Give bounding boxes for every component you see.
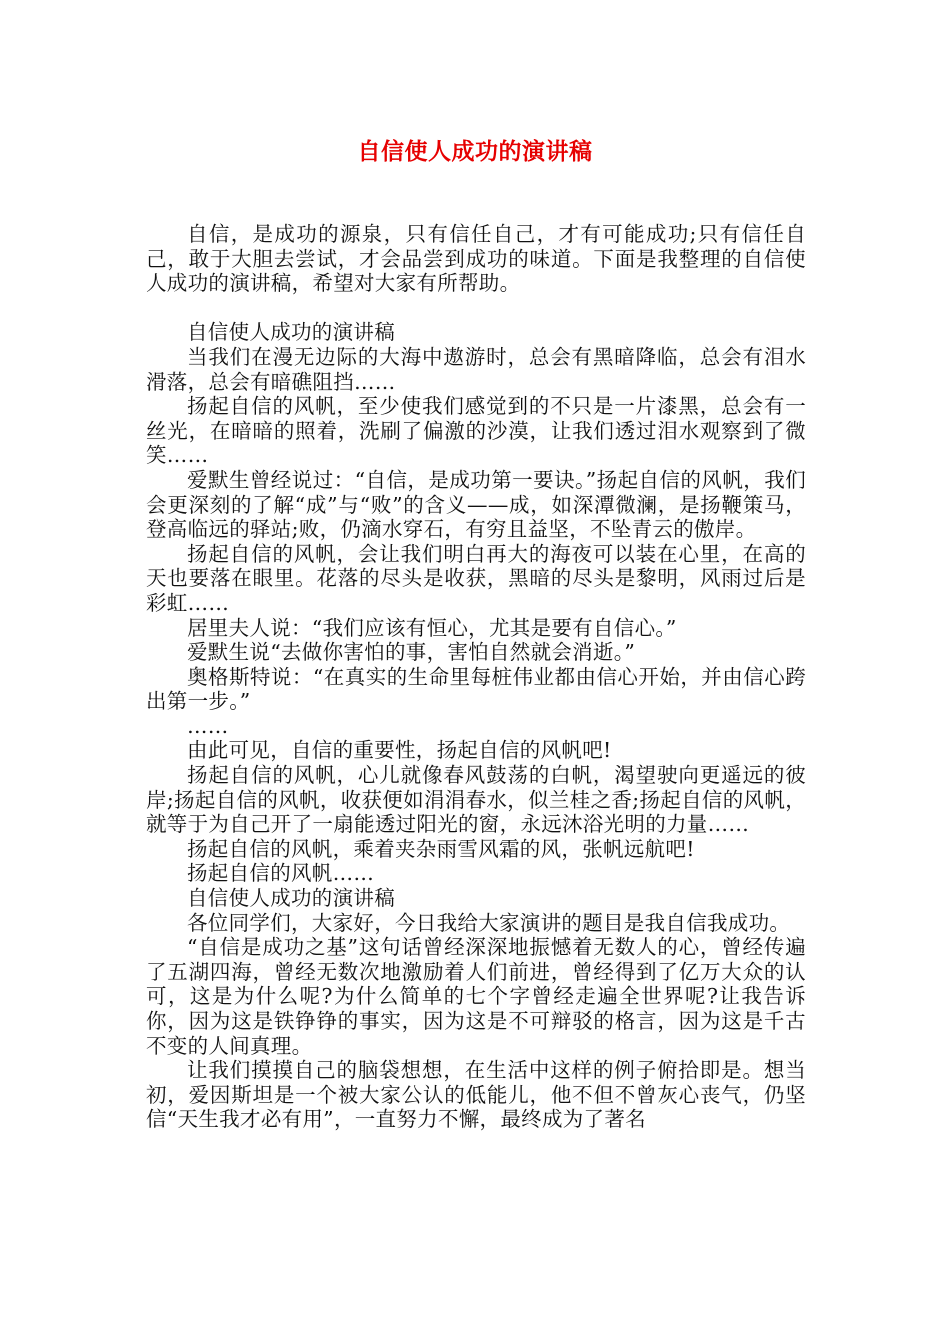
body-paragraph: 扬起自信的风帆，至少使我们感觉到的不只是一片漆黑，总会有一丝光，在暗暗的照着，洗刷了偏激的沙漠，让我们透过泪水观察到了微笑…… — [146, 394, 806, 468]
quote-paragraph: 奥格斯特说：“在真实的生命里每桩伟业都由信心开始，并由信心跨出第一步。” — [146, 664, 806, 714]
body-paragraph: 当我们在漫无边际的大海中遨游时，总会有黑暗降临，总会有泪水滑落，总会有暗礁阻挡…… — [146, 344, 806, 394]
body-paragraph: 扬起自信的风帆…… — [187, 861, 375, 886]
body-paragraph: “自信是成功之基”这句话曾经深深地振憾着无数人的心，曾经传遍了五湖四海，曾经无数次地激励着人们前进，曾经得到了亿万大众的认可，这是为什么呢?为什么简单的七个字曾经走遍全世界呢?让我告诉你，因为这是铁铮铮的事实，因为这是不可辩驳的格言，因为这是千古不变的人间真理。 — [146, 935, 806, 1058]
ellipsis-paragraph: …… — [187, 713, 229, 738]
body-paragraph: 各位同学们，大家好，今日我给大家演讲的题目是我自信我成功。 — [187, 910, 791, 935]
intro-paragraph: 自信，是成功的源泉，只有信任自己，才有可能成功;只有信任自己，敢于大胆去尝试，才会品尝到成功的味道。下面是我整理的自信使人成功的演讲稿，希望对大家有所帮助。 — [146, 222, 806, 296]
body-paragraph: 由此可见，自信的重要性，扬起自信的风帆吧! — [187, 738, 612, 763]
quote-paragraph: 居里夫人说：“我们应该有恒心，尤其是要有自信心。” — [187, 615, 677, 640]
body-paragraph: 扬起自信的风帆，会让我们明白再大的海夜可以装在心里，在高的天也要落在眼里。花落的尽头是收获，黑暗的尽头是黎明，风雨过后是彩虹…… — [146, 541, 806, 615]
document-title: 自信使人成功的演讲稿 — [357, 139, 593, 165]
body-paragraph: 爱默生曾经说过：“自信，是成功第一要诀。”扬起自信的风帆，我们会更深刻的了解“成”与“败”的含义——成，如深潭微澜，是扬鞭策马，登高临远的驿站;败，仍滴水穿石，有穷且益坚，不坠青云的傲岸。 — [146, 467, 806, 542]
quote-paragraph: 爱默生说“去做你害怕的事，害怕自然就会消逝。” — [187, 640, 636, 665]
section-heading: 自信使人成功的演讲稿 — [187, 320, 395, 345]
body-paragraph: 扬起自信的风帆，乘着夹杂雨雪风霜的风，张帆远航吧! — [187, 836, 695, 861]
document-body — [146, 222, 806, 1132]
body-paragraph: 扬起自信的风帆，心儿就像春风鼓荡的白帆，渴望驶向更遥远的彼岸;扬起自信的风帆，收获便如涓涓春水，似兰桂之香;扬起自信的风帆，就等于为自己开了一扇能透过阳光的窗，永远沐浴光明的力量…… — [146, 763, 806, 837]
body-paragraph: 让我们摸摸自己的脑袋想想，在生活中这样的例子俯拾即是。想当初，爱因斯坦是一个被大家公认的低能儿，他不但不曾灰心丧气，仍坚信“天生我才必有用”，一直努力不懈，最终成为了著名 — [146, 1058, 806, 1132]
section-heading: 自信使人成功的演讲稿 — [187, 886, 395, 911]
